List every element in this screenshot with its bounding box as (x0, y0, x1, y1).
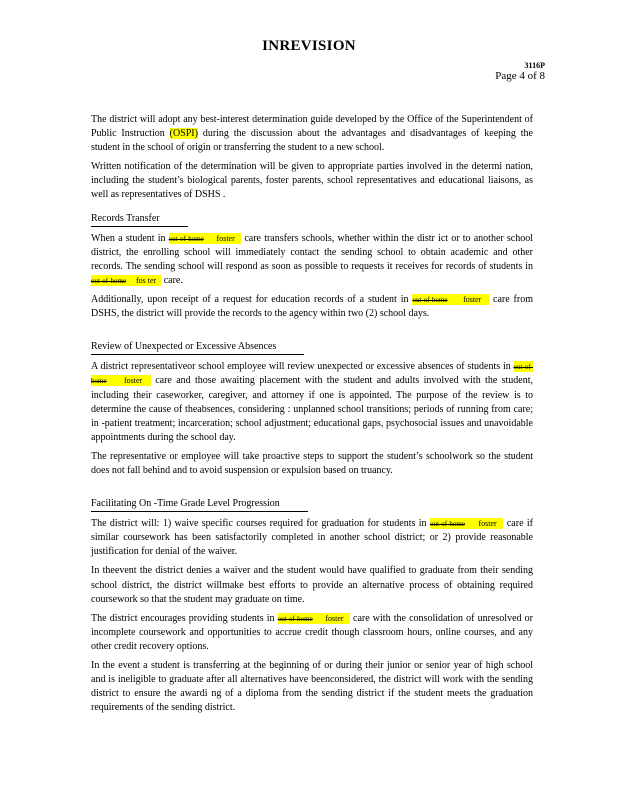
highlight-revision: out-of-home foster (91, 363, 533, 386)
paragraph-records-transfer-1: When a student in out-of-home foster care transfers schools, whether within the distr ict or to another school district, the enrolling school will immediately contact the sending school to obtain academic and other records. The sending school will respond as soon as possible to requests it receives for records of students in out-of-home fos ter care. (91, 232, 534, 286)
paragraph-review-1: A district representativeor school employee will review unexpected or excessive absences of students in out-of-home foster care and those awaiting placement with the student and adults involved with the student, including their caseworker, caregiver, and attorney if one is appointed. The purpose of the review is to determine the cause of theabsences, considering : unplanned school transitions; periods of running from care; in -patient treatment; incarceration; school adjustment; educational gaps, psychosocial issues and unavoidable appointments during the school day. (91, 361, 534, 443)
paragraph-facilitating-1: The district will: 1) waive specific courses required for graduation for students in out-of-home foster care if similar coursework has been satisfactorily completed in another school district; or 2) provide reasonable justification for denial of the waiver. (91, 518, 534, 558)
heading-review-absences: Review of Unexpected or Excessive Absences (91, 340, 304, 355)
highlight-revision: out-of-home foster (412, 294, 489, 305)
document-title: INREVISION (262, 38, 356, 54)
policy-code: 3116P (524, 61, 545, 70)
paragraph-written-notification: Written notification of the determination will be given to appropriate parties involved in the determi nation, including the student’s biological parents, foster parents, school representatives and educational liaisons, as well as representatives of DSHS . (91, 161, 533, 201)
paragraph-review-2: The representative or employee will take proactive steps to support the student’s schoolwork so the student does not fall behind and to avoid suspension or expulsion based on truancy. (91, 450, 533, 476)
highlight-revision: out-of-home foster (430, 518, 504, 529)
document-body (91, 113, 533, 720)
highlight-revision: out-of-home foster (169, 233, 241, 244)
highlight-revision: out-of-home foster (278, 613, 350, 624)
highlight-ospi: (OSPI) (169, 128, 198, 140)
page-number: Page 4 of 8 (495, 70, 545, 82)
paragraph-facilitating-3: The district encourages providing students in out-of-home foster care with the consolidation of unresolved or incomplete coursework and opportunities to accrue credit though classroom hours, online courses, and any other credit recovery options. (91, 612, 533, 652)
heading-facilitating-progression: Facilitating On -Time Grade Level Progression (91, 497, 308, 512)
highlight-revision: out-of-home fos ter (91, 275, 161, 286)
heading-records-transfer: Records Transfer (91, 212, 188, 227)
paragraph-best-interest: The district will adopt any best-interest determination guide developed by the Office of the Superintendent of Public Instruction (OSPI) during the discussion about the advantages and disadvantages of keeping the student in the school of origin or transferring the student to a new school. (91, 114, 533, 154)
paragraph-records-transfer-2: Additionally, upon receipt of a request for education records of a student in out-of-home foster care from DSHS, the district will provide the records to the agency within two (2) school days. (91, 294, 533, 320)
paragraph-facilitating-2: In theevent the district denies a waiver and the student would have qualified to graduate from their sending school district, the district willmake best efforts to provide an alternative process of obtaining required coursework so that the student may graduate on time. (91, 565, 533, 605)
paragraph-facilitating-4: In the event a student is transferring at the beginning of or during their junior or senior year of high school and is ineligible to graduate after all alternatives have beenconsidered, the district will work with the sending district to ensure the awardi ng of a diploma from the sending district if the student meets the graduation requirements of the sending district. (91, 660, 533, 714)
